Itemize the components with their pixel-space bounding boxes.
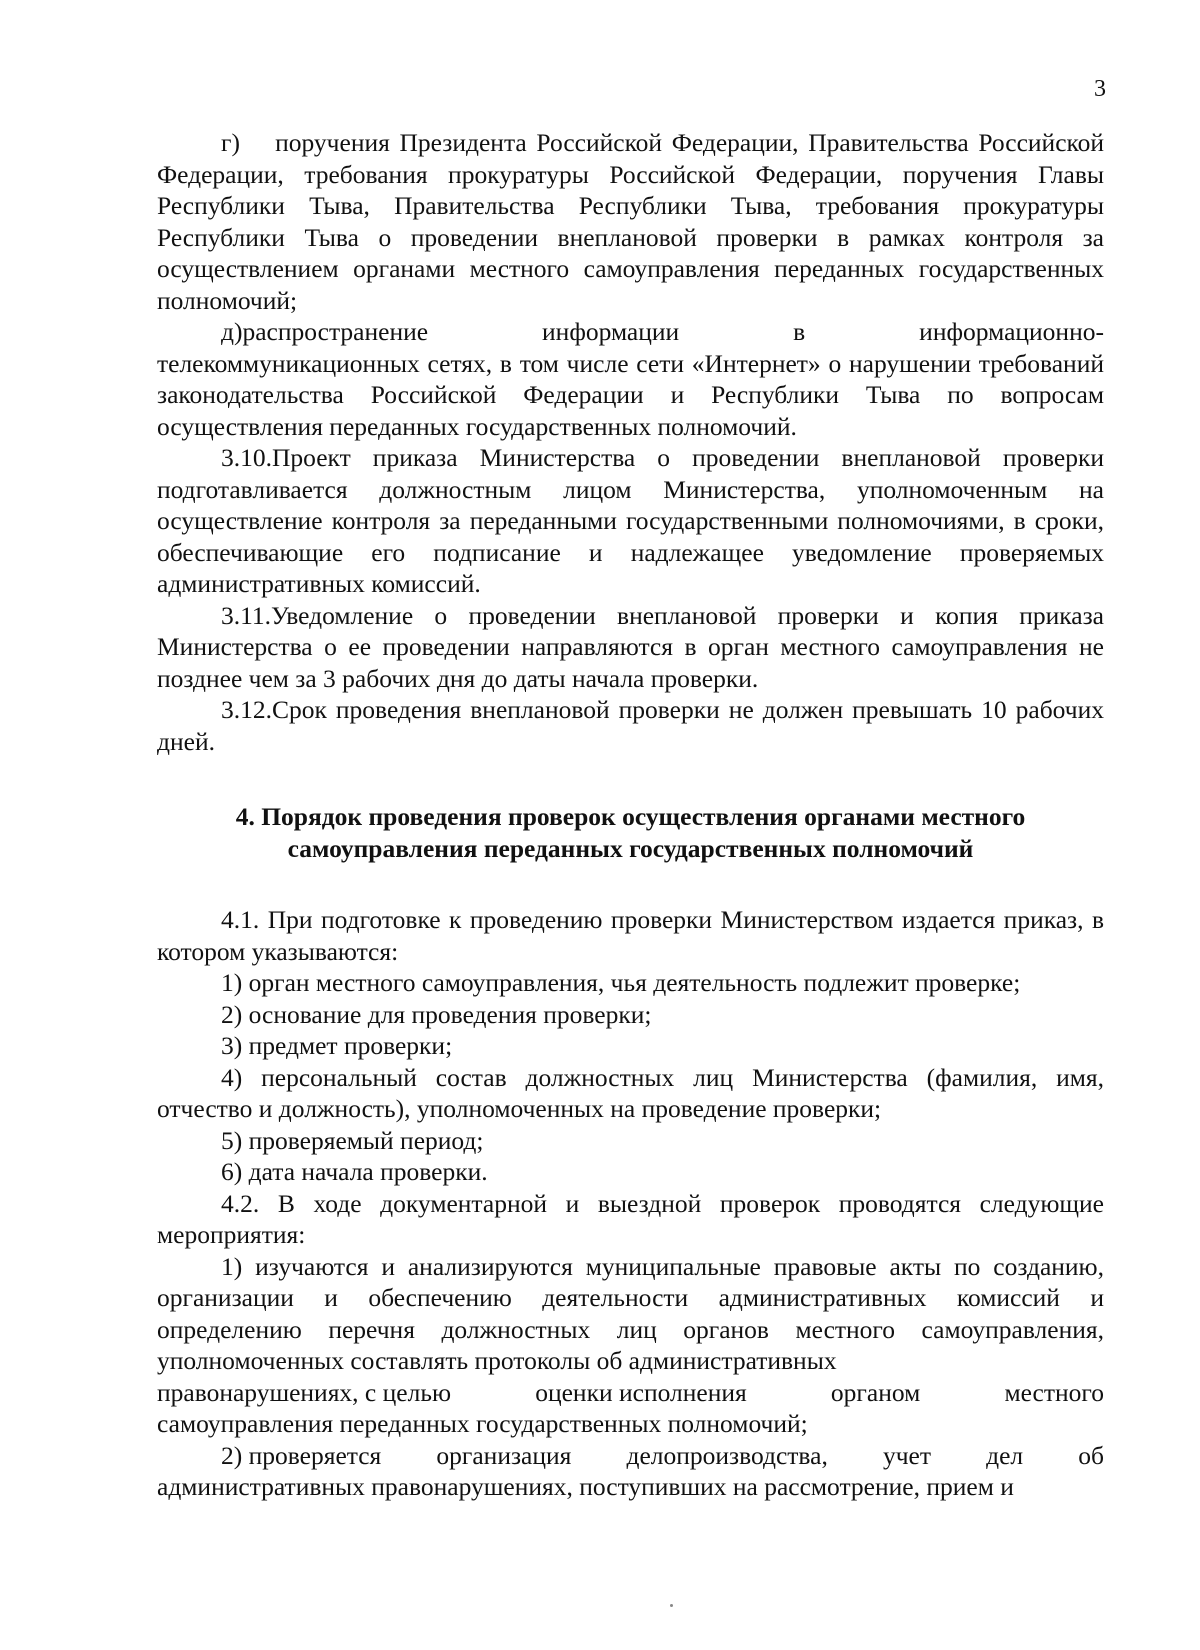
list-item-4-1-6: 6) дата начала проверки. <box>221 1157 488 1186</box>
paragraph-3-11: 3.11.Уведомление о проведении внеплановой проверки и копия приказа Министерства о ее проведении направляются в орган местного самоуправления не позднее чем за 3 рабочих дня до даты начала проверки. <box>157 600 1104 693</box>
paragraph-d-word: информационно- <box>919 317 1104 346</box>
list-item-4-1-4: 4) персональный состав должностных лиц Министерства (фамилия, имя, отчество и должность), уполномоченных на проведение проверки; <box>157 1062 1104 1123</box>
list-item-4-2-2-rest: административных правонарушениях, поступивших на рассмотрение, прием и <box>157 1472 1014 1501</box>
list-item-word: местного <box>1004 1377 1104 1407</box>
paragraph-4-2: 4.2. В ходе документарной и выездной проверок проводятся следующие мероприятия: <box>157 1188 1104 1249</box>
paragraph-d-word: в <box>793 317 806 346</box>
list-item-4-2-2 <box>157 1440 1104 1503</box>
list-item-4-1-5: 5) проверяемый период; <box>221 1125 484 1155</box>
list-item-4-2-1-text: 1) изучаются и анализируются муниципальные правовые акты по созданию, организации и обеспечению деятельности административных комиссий и определению перечня должностных лиц органов местного самоуправления, уполномоченных составлять протоколы об административных <box>157 1251 1104 1375</box>
list-item-4-2-1 <box>157 1251 1104 1440</box>
paragraph-3-10: 3.10.Проект приказа Министерства о проведении внеплановой проверки подготавливается должностным лицом Министерства, уполномоченным на осуществление контроля за переданными государственными полномочиями, в сроки, обеспечивающие его подписание и надлежащее уведомление проверяемых административных комиссий. <box>157 443 1104 598</box>
page-number: 3 <box>1094 76 1106 102</box>
paragraph-d <box>157 316 1104 442</box>
section-4-title-line: самоуправления переданных государственных полномочий <box>287 833 974 863</box>
list-item-word: дел <box>986 1440 1024 1470</box>
paragraph-d-word: информации <box>542 317 680 346</box>
list-item-word: делопроизводства, <box>626 1440 828 1470</box>
section-4-title <box>187 801 1074 864</box>
list-item-4-1-1: 1) орган местного самоуправления, чья деятельность подлежит проверке; <box>221 968 1021 997</box>
paragraph-3-12: 3.12.Срок проведения внеплановой проверки не должен превышать 10 рабочих дней. <box>157 695 1104 756</box>
list-item-word: оценки исполнения <box>535 1377 747 1407</box>
list-item-word: учет <box>882 1440 931 1470</box>
scan-speck <box>670 1604 673 1607</box>
section-4-title-line: 4. Порядок проведения проверок осуществления органами местного <box>235 802 1026 831</box>
paragraph-d-word: д)распространение <box>221 317 429 346</box>
list-item-4-2-1-tail: самоуправления переданных государственных полномочий; <box>157 1409 808 1438</box>
list-item-word: органом <box>830 1377 921 1407</box>
paragraph-g: г) поручения Президента Российской Федерации, Правительства Российской Федерации, требования прокуратуры Российской Федерации, поручения Главы Республики Тыва, Правительства Республики Тыва, требования прокуратуры Республики Тыва о проведении внеплановой проверки в рамках контроля за осуществлением органами местного самоуправления переданных государственных полномочий; <box>157 128 1104 315</box>
list-item-4-2-1-spread-line <box>157 1377 1104 1409</box>
list-item-word: об <box>1078 1440 1104 1470</box>
list-item-word: организация <box>436 1440 572 1470</box>
list-item-4-1-2: 2) основание для проведения проверки; <box>221 999 652 1029</box>
list-item-4-1-3: 3) предмет проверки; <box>221 1031 453 1060</box>
paragraph-4-1: 4.1. При подготовке к проведению проверки Министерством издается приказ, в котором указываются: <box>157 905 1104 966</box>
list-item-4-2-2-first-line <box>157 1440 1104 1472</box>
list-item-word: правонарушениях, с целью <box>157 1377 451 1407</box>
paragraph-d-rest: телекоммуникационных сетях, в том числе сети «Интернет» о нарушении требований законодательства Российской Федерации и Республики Тыва по вопросам осуществления переданных государственных полномочий. <box>157 348 1104 441</box>
list-item-word: 2) проверяется <box>221 1440 382 1470</box>
paragraph-d-first-line <box>157 316 1104 348</box>
document-body <box>157 127 1104 1503</box>
